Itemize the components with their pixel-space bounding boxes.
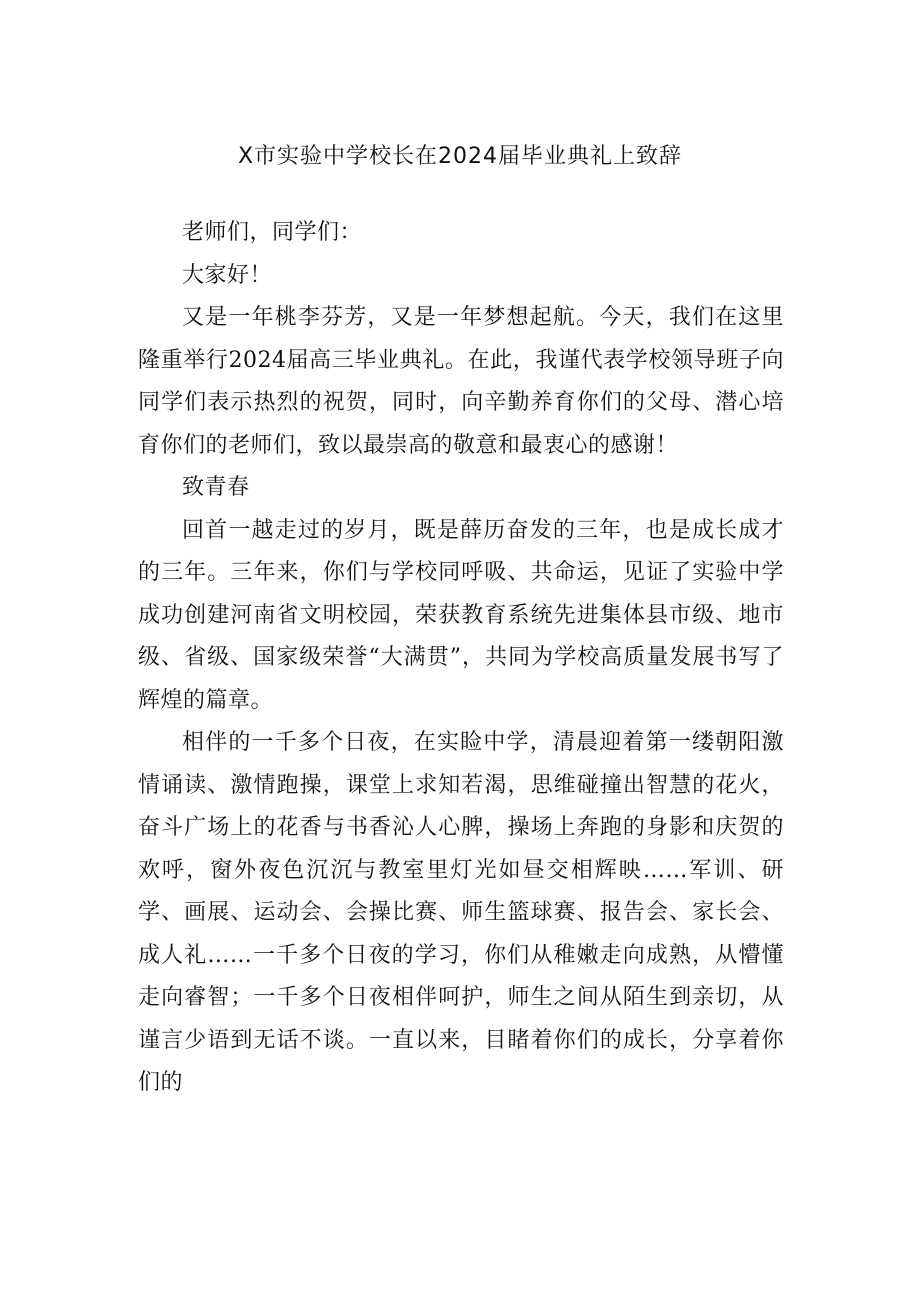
document-title: X市实验中学校长在2024届毕业典礼上致辞: [237, 144, 683, 169]
salutation: 老师们，同学们：: [182, 220, 363, 245]
document-body: [138, 212, 784, 1105]
greeting: 大家好！: [182, 262, 273, 288]
paragraph-days-and-nights: 相伴的一千多个日夜，在实睑中学，清晨迎着第一缕朝阳激情诵读、激情跑操，课堂上求知若渴，思维碰撞出智慧的花火，奋斗广场上的花香与书香沁人心脾，操场上奔跑的身影和庆贺的欢呼，窗外夜色沉沉与教室里灯光如昼交相辉映……军训、研学、画展、运动会、会操比赛、师生篮球赛、报告会、家长会、成人礼……一千多个日夜的学习，你们从稚嫩走向成熟，从懵懂走向睿智；一千多个日夜相伴呵护，师生之间从陌生到亲切，从谨言少语到无话不谈。一直以来，目睹着你们的成长，分享着你们的: [138, 730, 784, 1095]
paragraph-retrospect: 回首一越走过的岁月，既是薛历奋发的三年，也是成长成才的三年。三年来，你们与学校同呼吸、共命运，见证了实验中学成功创建河南省文明校园，荣获教育系统先进集体县市级、地市级、省级、国家级荣誉“大满贯”，共同为学校高质量发展书写了辉煌的篇章。: [138, 517, 784, 713]
section-heading-youth: 致青春: [182, 475, 250, 500]
paragraph-opening: 又是一年桃李芬芳，又是一年梦想起航。今天，我们在这里隆重举行2024届高三毕业典礼。在此，我谨代表学校领导班子向同学们表示热烈的祝贺，同时，向辛勤养育你们的父母、潜心培育你们的老师们，致以最崇高的敬意和最衷心的感谢！: [138, 305, 784, 458]
